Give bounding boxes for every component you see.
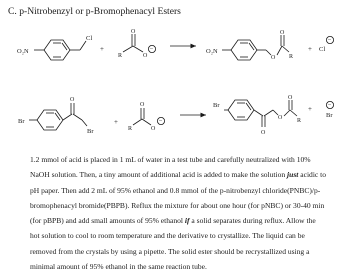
paragraph-line-4: bromophenacyl bromide(PBPB). Reflux the mixture for about one hour (for pNBC) or 30-40 min bbox=[30, 200, 325, 210]
anion-o-label-1: O bbox=[143, 53, 148, 59]
carboxylate-structure-1 bbox=[123, 34, 143, 52]
r-group-label-4: R bbox=[297, 118, 302, 124]
br-label-1: Br bbox=[18, 118, 25, 125]
nitrobenzyl-ester-structure bbox=[222, 35, 289, 60]
plus-sign-3: + bbox=[114, 118, 118, 126]
chloride-label: Cl bbox=[319, 46, 326, 53]
paragraph-line-3: pH paper. Then add 2 mL of 95% ethanol and 0.8 mmol of the p-nitrobenzyl chloride(PNBC)/p- bbox=[30, 185, 321, 195]
emphasis-if: if bbox=[184, 216, 190, 226]
r-group-label-2: R bbox=[289, 54, 294, 60]
no2-label-1: O₂N bbox=[17, 48, 29, 55]
line5-text-start: (for pBPB) and add small amounts of 95% ethanol bbox=[30, 216, 185, 226]
paragraph-line-1: 1.2 mmol of acid is placed in 1 mL of water in a test tube and carefully neutralized with 10% bbox=[30, 155, 311, 164]
chloro-label: Cl bbox=[86, 35, 93, 42]
bromophenacyl-ester-structure bbox=[224, 100, 297, 127]
plus-sign-4: + bbox=[308, 105, 312, 113]
nitrobenzyl-chloride-structure bbox=[34, 40, 86, 60]
charge-minus-2: − bbox=[327, 37, 332, 44]
no2-label-2: O₂N bbox=[206, 48, 218, 55]
charge-minus-4: − bbox=[327, 102, 332, 109]
ketone-o-label-1: O bbox=[70, 97, 75, 103]
ketone-o-label-2: O bbox=[261, 130, 266, 136]
carbonyl-o-label-1: O bbox=[131, 29, 136, 35]
paragraph-line-6: hot solution to cool to room temperature and the derivative to crystallize. The liquid can be bbox=[30, 231, 305, 241]
paragraph-line-7: removed from the crystals by using a pipette. The solid ester should be recrystallized using a bbox=[30, 246, 310, 256]
anion-o-label-2: O bbox=[151, 126, 156, 132]
line2-text-start: NaOH solution. Then, a tiny amount of additional acid is added to make the solution bbox=[30, 170, 288, 180]
paragraph-line-2 bbox=[30, 167, 348, 182]
section-title: C. p-Nitrobenzyl or p-Bromophenacyl Esters bbox=[8, 6, 181, 17]
paragraph-line-5 bbox=[30, 213, 348, 228]
line5-text-end: a solid separates during reflux. Allow the bbox=[189, 216, 316, 226]
line2-text-end: acidic to bbox=[298, 170, 327, 180]
carbonyl-o-label-4: O bbox=[288, 95, 293, 101]
plus-sign-1: + bbox=[100, 45, 104, 53]
charge-minus-1: − bbox=[149, 46, 154, 53]
r-group-label-3: R bbox=[128, 126, 133, 132]
carbonyl-o-label-3: O bbox=[140, 102, 145, 108]
br-label-2: Br bbox=[213, 102, 220, 109]
carbonyl-o-label-2: O bbox=[280, 30, 285, 36]
plus-sign-2: + bbox=[308, 45, 312, 53]
charge-minus-3: − bbox=[158, 118, 163, 125]
bromophenacyl-bromide-structure bbox=[29, 103, 87, 130]
paragraph-line-8: minimal amount of 95% ethanol in the same reaction tube. bbox=[30, 262, 207, 272]
carboxylate-structure-2 bbox=[133, 108, 151, 125]
r-group-label-1: R bbox=[118, 53, 123, 59]
procedure-paragraph bbox=[30, 152, 348, 274]
ester-o-label-2: O bbox=[278, 115, 283, 121]
br-leaving-label: Br bbox=[87, 128, 94, 135]
bromide-label: Br bbox=[326, 112, 333, 119]
ester-o-label-1: O bbox=[271, 55, 276, 61]
emphasis-just: just bbox=[287, 170, 299, 180]
